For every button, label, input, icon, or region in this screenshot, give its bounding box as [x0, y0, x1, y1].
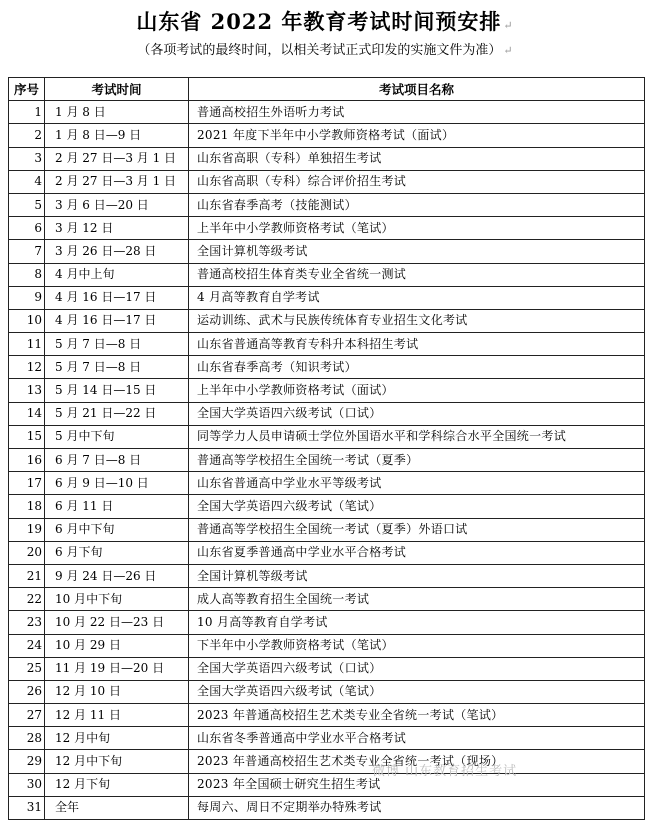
exam-name: 全国大学英语四六级考试（笔试）	[189, 495, 645, 518]
table-row	[9, 379, 645, 402]
exam-date: 3 月 6 日—20 日	[45, 193, 189, 216]
exam-name: 全国计算机等级考试	[189, 564, 645, 587]
exam-date: 4 月中上旬	[45, 263, 189, 286]
table-row	[9, 773, 645, 796]
row-number: 2	[9, 124, 45, 147]
table-row	[9, 588, 645, 611]
exam-name: 下半年中小学教师资格考试（笔试）	[189, 634, 645, 657]
table-row	[9, 263, 645, 286]
exam-name: 全国大学英语四六级考试（笔试）	[189, 680, 645, 703]
document-subtitle	[0, 39, 650, 58]
row-number: 25	[9, 657, 45, 680]
row-number: 22	[9, 588, 45, 611]
exam-name: 上半年中小学教师资格考试（笔试）	[189, 217, 645, 240]
row-number: 26	[9, 680, 45, 703]
table-row	[9, 356, 645, 379]
row-number: 11	[9, 333, 45, 356]
exam-date: 3 月 26 日—28 日	[45, 240, 189, 263]
exam-name: 全国计算机等级考试	[189, 240, 645, 263]
table-row	[9, 680, 645, 703]
table-row	[9, 425, 645, 448]
exam-name: 运动训练、武术与民族传统体育专业招生文化考试	[189, 309, 645, 332]
exam-schedule-table-wrap	[8, 77, 644, 820]
table-row	[9, 240, 645, 263]
row-number: 21	[9, 564, 45, 587]
exam-name: 2023 年普通高校招生艺术类专业全省统一考试（现场）	[189, 750, 645, 773]
table-row	[9, 217, 645, 240]
exam-date: 10 月中下旬	[45, 588, 189, 611]
table-row	[9, 704, 645, 727]
exam-name: 10 月高等教育自学考试	[189, 611, 645, 634]
exam-date: 12 月 11 日	[45, 704, 189, 727]
row-number: 1	[9, 101, 45, 124]
exam-schedule-table	[8, 77, 645, 820]
exam-name: 山东省春季高考（技能测试）	[189, 193, 645, 216]
exam-date: 10 月 29 日	[45, 634, 189, 657]
row-number: 17	[9, 472, 45, 495]
table-row	[9, 286, 645, 309]
table-row	[9, 495, 645, 518]
exam-name: 成人高等教育招生全国统一考试	[189, 588, 645, 611]
table-row	[9, 101, 645, 124]
exam-date: 5 月 7 日—8 日	[45, 356, 189, 379]
row-number: 10	[9, 309, 45, 332]
table-row	[9, 727, 645, 750]
row-number: 14	[9, 402, 45, 425]
exam-date: 12 月中旬	[45, 727, 189, 750]
exam-name: 4 月高等教育自学考试	[189, 286, 645, 309]
exam-date: 6 月 11 日	[45, 495, 189, 518]
table-header-row	[9, 78, 645, 101]
row-number: 8	[9, 263, 45, 286]
subtitle-text: （各项考试的最终时间，以相关考试正式印发的实施文件为准）	[137, 43, 502, 58]
exam-date: 9 月 24 日—26 日	[45, 564, 189, 587]
exam-name: 2023 年普通高校招生艺术类专业全省统一考试（笔试）	[189, 704, 645, 727]
exam-name: 全国大学英语四六级考试（口试）	[189, 402, 645, 425]
exam-name: 每周六、周日不定期举办特殊考试	[189, 796, 645, 819]
exam-name: 山东省夏季普通高中学业水平合格考试	[189, 541, 645, 564]
row-number: 31	[9, 796, 45, 819]
exam-name: 2021 年度下半年中小学教师资格考试（面试）	[189, 124, 645, 147]
exam-date: 12 月中下旬	[45, 750, 189, 773]
exam-date: 12 月 10 日	[45, 680, 189, 703]
row-number: 20	[9, 541, 45, 564]
table-row	[9, 611, 645, 634]
exam-date: 6 月中下旬	[45, 518, 189, 541]
exam-name: 山东省普通高等教育专科升本科招生考试	[189, 333, 645, 356]
paragraph-mark-icon: ↵	[503, 44, 513, 57]
exam-date: 1 月 8 日—9 日	[45, 124, 189, 147]
exam-date: 4 月 16 日—17 日	[45, 309, 189, 332]
row-number: 30	[9, 773, 45, 796]
exam-name: 普通高校招生外语听力考试	[189, 101, 645, 124]
exam-date: 2 月 27 日—3 月 1 日	[45, 147, 189, 170]
exam-name: 山东省冬季普通高中学业水平合格考试	[189, 727, 645, 750]
watermark: 微博 山东教育招生考试	[372, 764, 518, 779]
row-number: 18	[9, 495, 45, 518]
row-number: 16	[9, 449, 45, 472]
row-number: 13	[9, 379, 45, 402]
exam-name: 全国大学英语四六级考试（口试）	[189, 657, 645, 680]
table-row	[9, 193, 645, 216]
exam-name: 普通高校招生体育类专业全省统一测试	[189, 263, 645, 286]
exam-date: 5 月 21 日—22 日	[45, 402, 189, 425]
exam-date: 4 月 16 日—17 日	[45, 286, 189, 309]
table-row	[9, 634, 645, 657]
exam-date: 5 月 14 日—15 日	[45, 379, 189, 402]
row-number: 28	[9, 727, 45, 750]
row-number: 9	[9, 286, 45, 309]
row-number: 27	[9, 704, 45, 727]
exam-date: 6 月下旬	[45, 541, 189, 564]
exam-date: 5 月中下旬	[45, 425, 189, 448]
document-title	[0, 6, 650, 36]
table-row	[9, 750, 645, 773]
exam-name: 山东省春季高考（知识考试）	[189, 356, 645, 379]
table-row	[9, 170, 645, 193]
table-row	[9, 449, 645, 472]
table-row	[9, 657, 645, 680]
title-text: 山东省 2022 年教育考试时间预安排	[136, 9, 502, 34]
exam-date: 6 月 9 日—10 日	[45, 472, 189, 495]
row-number: 19	[9, 518, 45, 541]
exam-date: 2 月 27 日—3 月 1 日	[45, 170, 189, 193]
exam-date: 1 月 8 日	[45, 101, 189, 124]
exam-name: 山东省高职（专科）综合评价招生考试	[189, 170, 645, 193]
table-row	[9, 564, 645, 587]
row-number: 6	[9, 217, 45, 240]
exam-name: 山东省高职（专科）单独招生考试	[189, 147, 645, 170]
exam-name: 上半年中小学教师资格考试（面试）	[189, 379, 645, 402]
row-number: 12	[9, 356, 45, 379]
table-row	[9, 402, 645, 425]
row-number: 24	[9, 634, 45, 657]
exam-date: 11 月 19 日—20 日	[45, 657, 189, 680]
table-row	[9, 147, 645, 170]
row-number: 29	[9, 750, 45, 773]
row-number: 7	[9, 240, 45, 263]
row-number: 3	[9, 147, 45, 170]
table-row	[9, 518, 645, 541]
exam-name: 山东省普通高中学业水平等级考试	[189, 472, 645, 495]
table-row	[9, 309, 645, 332]
table-body	[9, 101, 645, 820]
table-row	[9, 472, 645, 495]
exam-date: 10 月 22 日—23 日	[45, 611, 189, 634]
header-no: 序号	[9, 78, 45, 101]
exam-date: 6 月 7 日—8 日	[45, 449, 189, 472]
row-number: 4	[9, 170, 45, 193]
exam-name: 同等学力人员申请硕士学位外国语水平和学科综合水平全国统一考试	[189, 425, 645, 448]
table-row	[9, 541, 645, 564]
row-number: 23	[9, 611, 45, 634]
table-row	[9, 333, 645, 356]
header-date: 考试时间	[45, 78, 189, 101]
table-row	[9, 124, 645, 147]
exam-date: 全年	[45, 796, 189, 819]
exam-date: 12 月下旬	[45, 773, 189, 796]
exam-date: 5 月 7 日—8 日	[45, 333, 189, 356]
exam-name: 普通高等学校招生全国统一考试（夏季）	[189, 449, 645, 472]
exam-date: 3 月 12 日	[45, 217, 189, 240]
row-number: 15	[9, 425, 45, 448]
paragraph-mark-icon: ↵	[503, 19, 514, 32]
row-number: 5	[9, 193, 45, 216]
table-row	[9, 796, 645, 819]
exam-name: 2023 年全国硕士研究生招生考试	[189, 773, 645, 796]
exam-name: 普通高等学校招生全国统一考试（夏季）外语口试	[189, 518, 645, 541]
header-exam-name: 考试项目名称	[189, 78, 645, 101]
